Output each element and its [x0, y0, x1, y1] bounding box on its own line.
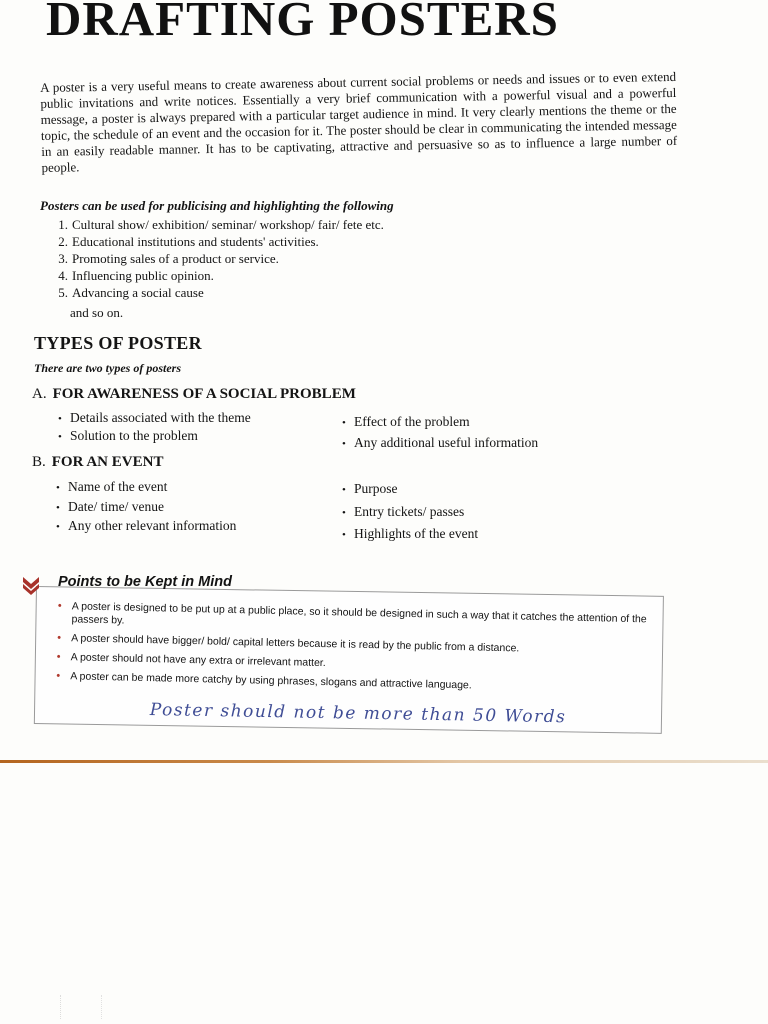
list-text: Influencing public opinion.: [72, 268, 214, 283]
intro-paragraph: A poster is a very useful means to create awareness about current social problems or needs and issues or to even extend public invitations and write notices. Essentially a very brief communication with a powerful visual and a powerful message, a poster is always prepared with a particular target audience in mind. It very clearly mentions the theme or the topic, the schedule of an event and the occasion for it. The poster should be clear in communicating the intended message in an easily readable manner. It has to be captivating, attractive and persuasive so as to influence a large number of people.: [40, 68, 678, 175]
list-item: [50, 267, 470, 284]
points-title: Points to be Kept in Mind: [58, 574, 232, 590]
uses-label: Posters can be used for publicising and highlighting the following: [40, 198, 394, 213]
section-a-heading: [32, 386, 356, 403]
types-subheading: There are two types of posters: [34, 361, 181, 375]
section-title: FOR AN EVENT: [51, 454, 164, 470]
list-number: 4.: [58, 268, 68, 283]
section-letter: A.: [32, 386, 47, 402]
bullet-item: • Highlights of the event: [342, 525, 478, 544]
uses-tail: and so on.: [70, 305, 124, 320]
chevron-down-icon: [20, 574, 42, 596]
bullet-item: • Name of the event: [56, 478, 167, 497]
list-number: 1.: [58, 217, 68, 232]
bullet-item: • Date/ time/ venue: [56, 498, 164, 517]
list-item: [50, 284, 470, 301]
page-divider: [0, 760, 768, 763]
list-number: 3.: [58, 251, 68, 266]
list-item: • A poster should not have any extra or irrelevant matter.: [57, 651, 647, 677]
section-b-heading: [32, 454, 163, 471]
types-heading: TYPES OF POSTER: [34, 333, 202, 353]
scan-artifact: [60, 995, 102, 1019]
list-text: Advancing a social cause: [72, 285, 204, 300]
list-item: [50, 250, 470, 267]
list-text: Educational institutions and students' activities.: [72, 234, 319, 249]
section-title: FOR AWARENESS OF A SOCIAL PROBLEM: [52, 386, 356, 402]
bullet-item: • Any other relevant information: [56, 517, 236, 536]
handwritten-note: Poster should not be more than 50 Words: [149, 700, 567, 728]
bullet-item: • Purpose: [342, 480, 398, 499]
section-letter: B.: [32, 454, 46, 470]
list-number: 5.: [58, 285, 68, 300]
list-item: [50, 233, 470, 250]
list-item: [50, 216, 470, 233]
list-item: • A poster is designed to be put up at a public place, so it should be designed in such a way that it catches the attention of the passers by.: [57, 600, 647, 639]
bullet-item: • Any additional useful information: [342, 434, 538, 453]
points-list: [56, 600, 648, 702]
page-title: DRAFTING POSTERS: [46, 0, 559, 46]
bullet-item: • Effect of the problem: [342, 413, 470, 432]
list-text: Promoting sales of a product or service.: [72, 251, 279, 266]
bullet-item: • Details associated with the theme: [58, 409, 251, 428]
list-item: • A poster should have bigger/ bold/ capital letters because it is read by the public from a distance.: [57, 632, 647, 658]
list-text: Cultural show/ exhibition/ seminar/ workshop/ fair/ fete etc.: [72, 217, 384, 232]
bullet-item: • Entry tickets/ passes: [342, 503, 464, 522]
uses-list: [50, 216, 470, 301]
list-number: 2.: [58, 234, 68, 249]
bullet-item: • Solution to the problem: [58, 427, 198, 446]
list-item: • A poster can be made more catchy by using phrases, slogans and attractive language.: [56, 670, 646, 696]
